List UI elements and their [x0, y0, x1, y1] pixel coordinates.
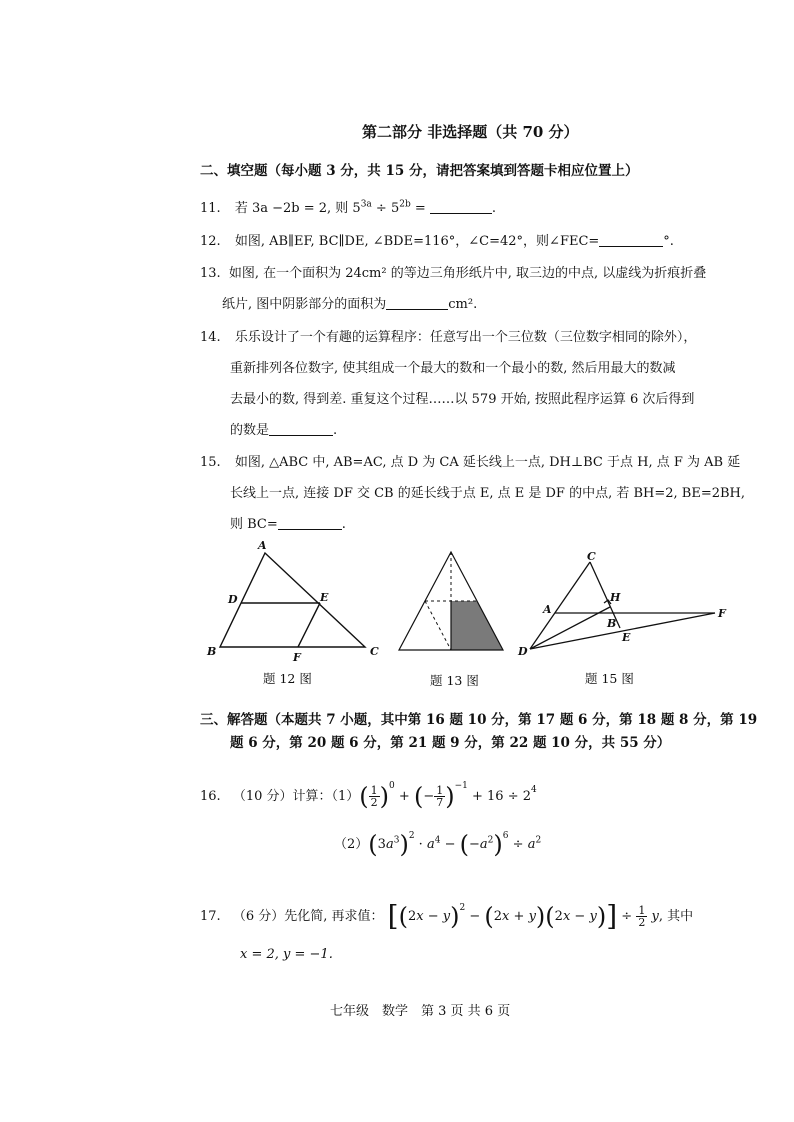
section3-heading-line2: 题 6 分，第 20 题 6 分，第 21 题 9 分，第 22 题 10 分，共 55 分）	[230, 735, 671, 751]
question-12	[200, 230, 674, 249]
q15-answer-blank	[278, 517, 342, 530]
fig15-label-b: B	[607, 617, 617, 630]
question-16-part1: 16. （10 分）计算：（1）( $\frac{1}{2}$ )$^0$ + (− $\frac{1}{7}$ )$^{-1} + 16 \div 2^4$	[200, 781, 537, 811]
q11-number: 11.	[200, 201, 221, 216]
fig12-label-b: B	[207, 645, 217, 658]
q16-number: 16.	[200, 789, 221, 804]
fig13-shaded-region	[451, 601, 503, 650]
q17-frac-half: $\frac{1}{2}$	[638, 904, 646, 929]
q13-number: 13.	[200, 266, 221, 281]
q14-line4b: .	[333, 423, 338, 438]
q15-line2: 长线上一点, 连接 DF 交 CB 的延长线于点 E, 点 E 是 DF 的中点, 若 BH=2, BE=2BH,	[230, 486, 746, 501]
q13-line2b: cm².	[448, 297, 478, 312]
q15-line1: 如图, △ABC 中, AB=AC, 点 D 为 CA 延长线上一点, DH⊥BC 于点 H, 点 F 为 AB 延	[234, 455, 741, 470]
fig12-label-d: D	[228, 593, 238, 606]
fig15-label-f: F	[718, 607, 726, 620]
q15-number: 15.	[200, 455, 221, 470]
fig15-label-a: A	[543, 603, 552, 616]
question-14-line1	[200, 326, 696, 345]
question-15-line3	[230, 513, 346, 532]
figure-13	[390, 545, 520, 657]
figure-15	[510, 545, 760, 663]
question-16-part2: $(2)(3a^3)^2 \cdot a^4 - (-a^2)^6 \div a^2$	[334, 830, 542, 859]
q13-line2a: 纸片, 图中阴影部分的面积为	[222, 297, 387, 312]
q15-line3a: 则 BC=	[230, 517, 278, 532]
q16-frac-seventh: $\frac{1}{7}$	[436, 784, 444, 809]
part-title: 第二部分 非选择题（共 70 分）	[362, 123, 579, 141]
q11-text-c: =	[410, 201, 430, 216]
q12-answer-blank	[599, 234, 663, 247]
q16-frac-half: $\frac{1}{2}$	[370, 784, 378, 809]
q14-line2: 重新排列各位数字, 使其组成一个最大的数和一个最小的数, 然后用最大的数减	[230, 361, 676, 376]
fig15-label-c: C	[587, 550, 596, 563]
fig12-label-c: C	[370, 645, 379, 658]
q11-text-b: ÷ 5	[371, 201, 400, 216]
question-15-line1	[200, 451, 740, 470]
fig12-label-f: F	[293, 651, 301, 664]
q14-line1: 乐乐设计了一个有趣的运算程序：任意写出一个三位数（三位数字相同的除外），	[234, 330, 697, 345]
fig12-triangle-abc	[220, 553, 365, 647]
q14-line3: 去最小的数, 得到差. 重复这个过程……以 579 开始, 按照此程序运算 6 次后得到	[230, 392, 695, 407]
fig15-line-cd	[530, 562, 590, 649]
question-14-line4	[230, 419, 337, 438]
fig15-caption: 题 15 图	[585, 671, 634, 686]
q14-line4a: 的数是	[230, 423, 270, 438]
q16-part2-label: （2）	[334, 837, 369, 852]
q11-exp2: 2b	[399, 199, 411, 210]
q13-line1: 如图, 在一个面积为 24cm² 的等边三角形纸片中, 取三边的中点, 以虚线为折痕折叠	[228, 266, 707, 281]
q12-number: 12.	[200, 234, 221, 249]
fig15-label-h: H	[610, 591, 621, 604]
page-footer: 七年级 数学 第 3 页 共 6 页	[330, 1004, 511, 1019]
q17-number: 17.	[200, 909, 221, 924]
q17-condition: x = 2, y = −1.	[240, 947, 333, 962]
fig15-label-e: E	[622, 631, 631, 644]
q11-exp1: 3a	[360, 199, 372, 210]
q17-tail: , 其中	[658, 909, 694, 924]
q12-text: 如图, AB∥EF, BC∥DE, ∠BDE=116°，∠C=42°，则∠FEC=	[234, 234, 600, 249]
question-13-line1	[200, 262, 706, 281]
question-13-line2	[222, 293, 477, 312]
question-17: 17. （6 分）先化简, 再求值： $[(2x - y)^2 - (2x + y)(2x - y)]$ ÷ $\frac{1}{2}$ y, 其中	[200, 899, 694, 933]
fig15-label-d: D	[518, 645, 528, 658]
fig12-caption: 题 12 图	[263, 671, 312, 686]
fig12-label-e: E	[320, 591, 329, 604]
fig13-fold-line-2	[425, 601, 451, 650]
question-11	[200, 197, 496, 216]
q15-line3b: .	[341, 517, 346, 532]
figure-12	[200, 535, 385, 665]
fig13-caption: 题 13 图	[430, 673, 479, 688]
q16-label: （10 分）计算：（1）	[232, 789, 360, 804]
q12-end: °.	[663, 234, 674, 249]
q14-answer-blank	[269, 423, 333, 436]
q13-answer-blank	[386, 297, 448, 310]
q11-answer-blank	[430, 201, 492, 214]
q11-text-a: 若 3a −2b = 2, 则 5	[234, 201, 361, 216]
fig12-segment-ef	[298, 603, 320, 647]
section2-heading: 二、填空题（每小题 3 分，共 15 分，请把答案填到答题卡相应位置上）	[200, 163, 639, 179]
q14-number: 14.	[200, 330, 221, 345]
q11-end: .	[491, 201, 497, 216]
q17-label: （6 分）先化简, 再求值：	[232, 909, 384, 924]
fig12-label-a: A	[258, 539, 267, 552]
section3-heading-line1: 三、解答题（本题共 7 小题，其中第 16 题 10 分，第 17 题 6 分，第 18 题 8 分，第 19	[200, 712, 758, 728]
